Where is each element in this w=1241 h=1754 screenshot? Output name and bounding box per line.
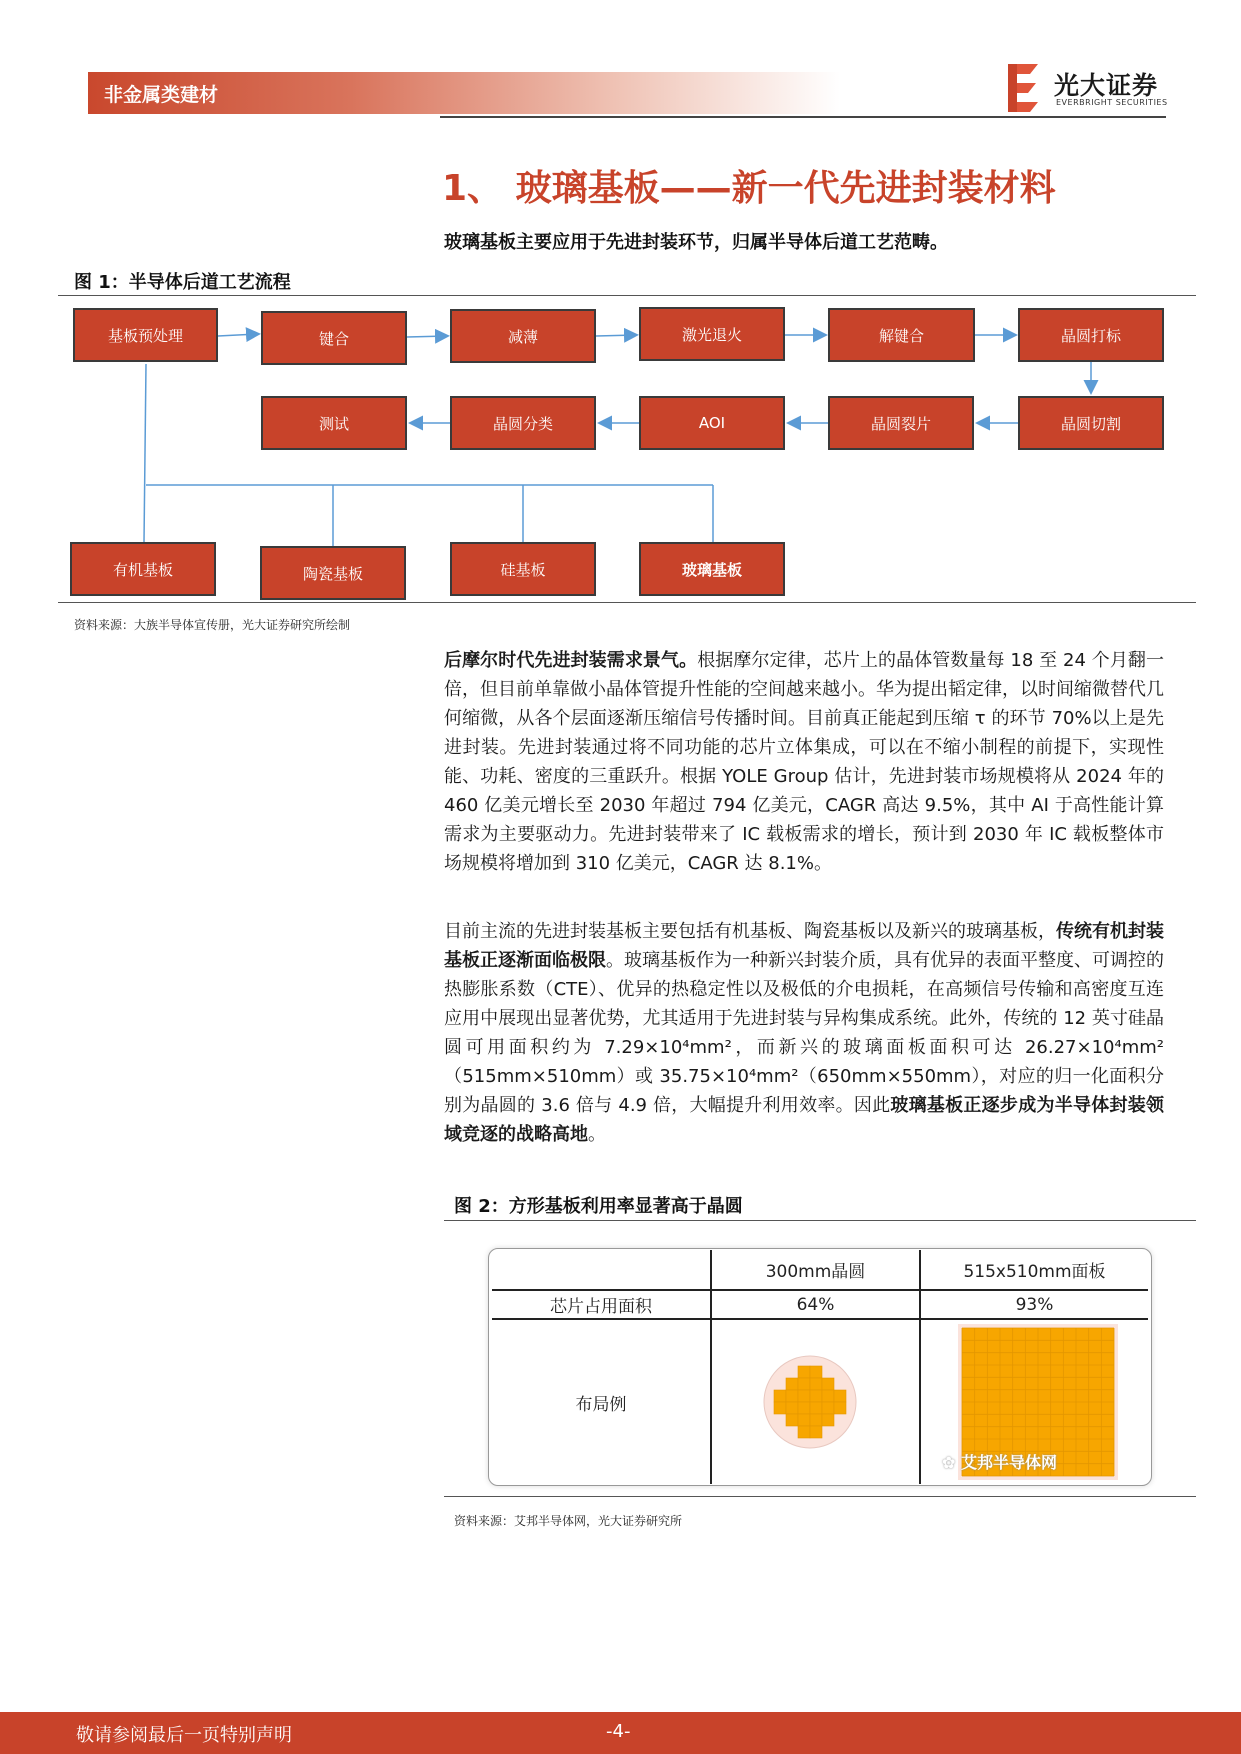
process-step-testing: 测试 (261, 396, 407, 450)
process-step-substrate-pretreatment: 基板预处理 (73, 308, 218, 362)
wechat-icon: ✿ (942, 1453, 961, 1472)
process-step-wafer-dicing: 晶圆切割 (1018, 396, 1164, 450)
paragraph2-text-1: 目前主流的先进封装基板主要包括有机基板、陶瓷基板以及新兴的玻璃基板， (444, 921, 1056, 942)
process-step-thinning: 减薄 (450, 309, 596, 363)
section-title: 1、 玻璃基板——新一代先进封装材料 (442, 168, 1056, 209)
page-footer (0, 1712, 1241, 1754)
figure1-title: 图 1：半导体后道工艺流程 (74, 272, 291, 293)
process-step-laser-annealing: 激光退火 (639, 307, 785, 361)
figure2-bottom-rule (444, 1496, 1196, 1497)
substrate-organic: 有机基板 (70, 542, 216, 596)
paragraph-glass-substrate-advantages (444, 917, 1164, 1149)
figure2-top-rule (444, 1220, 1196, 1221)
figure2-source: 资料来源：艾邦半导体网，光大证券研究所 (454, 1514, 683, 1528)
figure1-source: 资料来源：大族半导体宣传册，光大证券研究所绘制 (74, 618, 351, 632)
paragraph2-text-3: 。 (588, 1124, 606, 1145)
logo-chinese-name: 光大证券 (1054, 71, 1159, 100)
process-step-aoi: AOI (639, 396, 785, 450)
footer-disclaimer: 敬请参阅最后一页特别声明 (76, 1725, 292, 1746)
table-header-wafer: 300mm晶圆 (765, 1262, 866, 1282)
figure2-title: 图 2：方形基板利用率显著高于晶圆 (454, 1196, 743, 1217)
paragraph2-bold-2: 玻璃基板正逐步成为半导体封装领域竞逐的战略高地 (444, 1095, 1165, 1145)
paragraph2-bold-1: 传统有机封装基板正逐渐面临极限 (444, 921, 1164, 971)
watermark (942, 1450, 1057, 1473)
substrate-ceramic: 陶瓷基板 (260, 546, 406, 600)
watermark-text: 艾邦半导体网 (960, 1453, 1057, 1472)
wafer-layout-image (762, 1354, 858, 1450)
paragraph2-text-2: 。玻璃基板作为一种新兴封装介质，具有优异的表面平整度、可调控的热膨胀系数（CTE）、优异的热稳定性以及极低的介电损耗，在高频信号传输和高密度互连应用中展现出显著优势，尤其适用于先进封装与异构集成系统。此外，传统的 12 英寸硅晶圆可用面积约为 7.29×10⁴mm²，而新兴的玻璃面板面积可达 26.27×10⁴mm²（515mm×510mm）或 35.75×10⁴mm²（650mm×550mm），对应的归一化面积分别为晶圆的 3.6 倍与 4.9 倍，大幅提升利用效率。因此 (444, 950, 1164, 1116)
table-value-wafer-utilization: 64% (796, 1294, 835, 1315)
process-step-wafer-sorting: 晶圆分类 (450, 396, 596, 450)
header-category: 非金属类建材 (104, 84, 219, 106)
process-step-debonding: 解键合 (828, 308, 975, 362)
utilization-table (492, 1250, 1148, 1484)
logo-english-name: EVERBRIGHT SECURITIES (1056, 98, 1168, 107)
paragraph1-lead: 后摩尔时代先进封装需求景气。 (444, 650, 698, 671)
paragraph1-body: 根据摩尔定律，芯片上的晶体管数量每 18 至 24 个月翻一倍，但目前单靠做小晶体管提升性能的空间越来越小。华为提出韬定律，以时间缩微替代几何缩微，从各个层面逐渐压缩信号传播时间。目前真正能起到压缩 τ 的环节 70%以上是先进封装。先进封装通过将不同功能的芯片立体集成，可以在不缩小制程的前提下，实现性能、功耗、密度的三重跃升。根据 YOLE Group 估计，先进封装市场规模将从 2024 年的 460 亿美元增长至 2030 年超过 794 亿美元，CAGR 高达 9.5%，其中 AI 于高性能计算需求为主要驱动力。先进封装带来了 IC 载板需求的增长，预计到 2030 年 IC 载板整体市场规模将增加到 310 亿美元，CAGR 达 8.1%。 (444, 650, 1164, 874)
table-header-panel: 515x510mm面板 (963, 1262, 1106, 1282)
process-step-wafer-cleaving: 晶圆裂片 (828, 396, 974, 450)
paragraph-advanced-packaging-demand (444, 646, 1164, 878)
section-lead: 玻璃基板主要应用于先进封装环节，归属半导体后道工艺范畴。 (444, 232, 948, 253)
substrate-silicon: 硅基板 (450, 542, 596, 596)
table-value-panel-utilization: 93% (1015, 1294, 1054, 1315)
substrate-glass: 玻璃基板 (639, 542, 785, 596)
table-row-label-chip-area: 芯片占用面积 (550, 1297, 652, 1317)
table-row-label-layout: 布局例 (575, 1394, 627, 1415)
page-number: -4- (606, 1721, 631, 1742)
process-step-bonding: 键合 (261, 311, 407, 365)
figure1-bottom-rule (58, 602, 1196, 603)
process-step-wafer-marking: 晶圆打标 (1018, 308, 1164, 362)
